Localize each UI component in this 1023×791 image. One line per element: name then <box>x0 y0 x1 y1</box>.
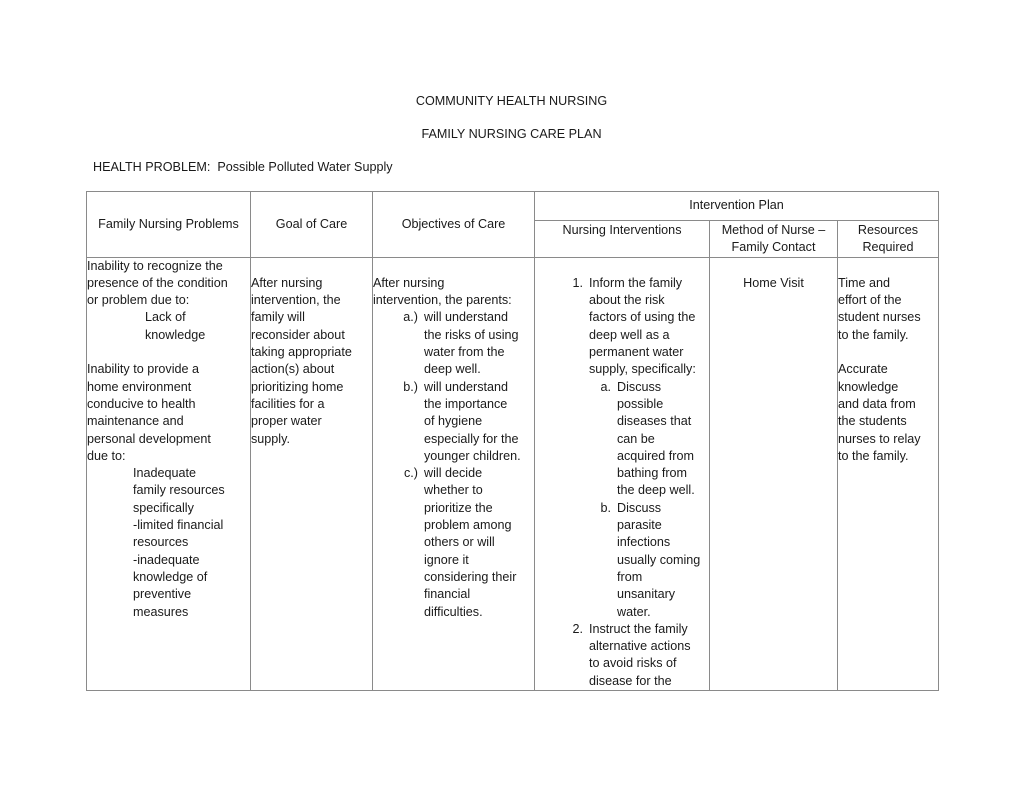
objective-line: difficulties. <box>424 604 483 619</box>
problem-line: Inability to recognize the <box>87 258 223 273</box>
objective-label: c.) <box>404 466 418 481</box>
header-method-line-2: Family Contact <box>731 240 816 255</box>
intervention-line: factors of using the <box>589 310 696 325</box>
header-nursing-interventions: Nursing Interventions <box>535 221 710 258</box>
objective-line: ignore it <box>424 552 469 567</box>
objectives-cell <box>373 257 535 690</box>
goal-line: taking appropriate <box>251 345 352 360</box>
problem-line: personal development <box>87 431 211 446</box>
header-method-of-contact <box>710 221 838 258</box>
intervention-sublabel: a. <box>600 379 611 394</box>
problem-line: presence of the condition <box>87 275 228 290</box>
resource-line: and data from <box>838 396 916 411</box>
header-resources-line-1: Resources <box>857 223 919 237</box>
objective-line: financial <box>424 587 471 602</box>
header-method-line-1: Method of Nurse – <box>721 223 826 237</box>
objective-item <box>373 465 534 621</box>
goal-line: action(s) about <box>251 362 335 377</box>
problem-cause-line: family resources <box>133 483 225 498</box>
problem-cause-line: -inadequate <box>133 552 200 567</box>
header-intervention-plan: Intervention Plan <box>535 192 939 221</box>
goal-line: supply. <box>251 431 290 446</box>
resource-line: nurses to relay <box>838 431 921 446</box>
goal-of-care-cell <box>251 257 373 690</box>
intervention-item <box>535 275 709 379</box>
intervention-line: permanent water <box>589 345 684 360</box>
intervention-subline: unsanitary <box>617 587 676 602</box>
intervention-line: about the risk <box>589 293 665 308</box>
intervention-subline: parasite <box>617 518 662 533</box>
intervention-subline: diseases that <box>617 414 692 429</box>
header-resources-line-2: Required <box>862 240 914 255</box>
intervention-subline: Discuss <box>617 379 662 394</box>
intervention-line: Inform the family <box>589 275 683 290</box>
objective-line: problem among <box>424 518 512 533</box>
intervention-subline: usually coming <box>617 552 701 567</box>
care-plan-table <box>86 191 939 691</box>
intervention-subline: can be <box>617 431 655 446</box>
intervention-subline: from <box>617 569 643 584</box>
goal-line: family will <box>251 310 305 325</box>
resource-line: the students <box>838 414 907 429</box>
objective-line: will understand <box>424 379 509 394</box>
intervention-subline: possible <box>617 396 664 411</box>
objective-intro-line: intervention, the parents: <box>373 293 512 308</box>
resource-line: effort of the <box>838 293 902 308</box>
intervention-line: to avoid risks of <box>589 656 677 671</box>
objective-line: water from the <box>424 345 505 360</box>
objective-line: younger children. <box>424 448 521 463</box>
resources-cell <box>838 257 939 690</box>
intervention-subline: Discuss <box>617 500 662 515</box>
goal-line: proper water <box>251 414 322 429</box>
objective-line: will understand <box>424 310 509 325</box>
resource-line: Accurate <box>838 362 888 377</box>
objective-line: prioritize the <box>424 500 493 515</box>
header-resources-required <box>838 221 939 258</box>
header-family-nursing-problems: Family Nursing Problems <box>87 192 251 258</box>
objective-line: considering their <box>424 569 517 584</box>
problem-cause-line: -limited financial <box>133 518 224 533</box>
document-title: COMMUNITY HEALTH NURSING <box>415 94 608 108</box>
method-value: Home Visit <box>743 275 804 290</box>
problem-line: home environment <box>87 379 192 394</box>
problem-cause-line: knowledge <box>145 327 206 342</box>
objective-line: of hygiene <box>424 414 483 429</box>
objective-label: b.) <box>403 379 418 394</box>
intervention-item <box>535 621 709 690</box>
problem-cause-line: Lack of <box>145 310 186 325</box>
resource-line: to the family. <box>838 448 909 463</box>
intervention-sublabel: b. <box>600 500 611 515</box>
intervention-subline: acquired from <box>617 448 694 463</box>
family-problems-cell <box>87 257 251 690</box>
problem-cause-line: measures <box>133 604 189 619</box>
header-objectives-of-care: Objectives of Care <box>373 192 535 258</box>
problem-line: conducive to health <box>87 396 196 411</box>
problem-line: maintenance and <box>87 414 184 429</box>
problem-cause-line: knowledge of <box>133 569 208 584</box>
resource-line: to the family. <box>838 327 909 342</box>
goal-line: intervention, the <box>251 293 341 308</box>
intervention-subline: water. <box>617 604 651 619</box>
objective-line: others or will <box>424 535 495 550</box>
resource-line: student nurses <box>838 310 921 325</box>
health-problem-line: HEALTH PROBLEM: Possible Polluted Water Supply <box>93 160 393 174</box>
document-subtitle: FAMILY NURSING CARE PLAN <box>421 127 602 141</box>
objective-line: especially for the <box>424 431 519 446</box>
header-goal-of-care: Goal of Care <box>251 192 373 258</box>
resource-line: knowledge <box>838 379 899 394</box>
intervention-subline: infections <box>617 535 671 550</box>
goal-line: prioritizing home <box>251 379 344 394</box>
problem-cause-line: resources <box>133 535 189 550</box>
problem-cause-line: specifically <box>133 500 194 515</box>
objective-line: the importance <box>424 396 508 411</box>
objective-label: a.) <box>403 310 418 325</box>
intervention-line: supply, specifically: <box>589 362 696 377</box>
objective-line: will decide <box>424 466 483 481</box>
problem-line: due to: <box>87 448 126 463</box>
intervention-line: deep well as a <box>589 327 670 342</box>
goal-line: reconsider about <box>251 327 345 342</box>
intervention-line: disease for the <box>589 673 672 688</box>
intervention-number: 2. <box>572 621 583 636</box>
intervention-subitem <box>535 379 709 500</box>
objective-line: deep well. <box>424 362 481 377</box>
problem-line: Inability to provide a <box>87 362 200 377</box>
goal-line: facilities for a <box>251 396 325 411</box>
intervention-subline: the deep well. <box>617 483 695 498</box>
objective-line: the risks of using <box>424 327 519 342</box>
goal-line: After nursing <box>251 275 323 290</box>
problem-cause-line: preventive <box>133 587 192 602</box>
intervention-number: 1. <box>572 275 583 290</box>
intervention-subitem <box>535 500 709 621</box>
objective-item <box>373 309 534 378</box>
nursing-interventions-cell <box>535 257 710 690</box>
problem-line: or problem due to: <box>87 293 190 308</box>
intervention-line: alternative actions <box>589 639 691 654</box>
resource-line: Time and <box>838 275 891 290</box>
problem-cause-line: Inadequate <box>133 466 197 481</box>
intervention-subline: bathing from <box>617 466 688 481</box>
objective-item <box>373 379 534 465</box>
intervention-line: Instruct the family <box>589 621 688 636</box>
method-of-contact-cell <box>710 257 838 690</box>
objective-line: whether to <box>424 483 483 498</box>
objective-intro-line: After nursing <box>373 275 445 290</box>
